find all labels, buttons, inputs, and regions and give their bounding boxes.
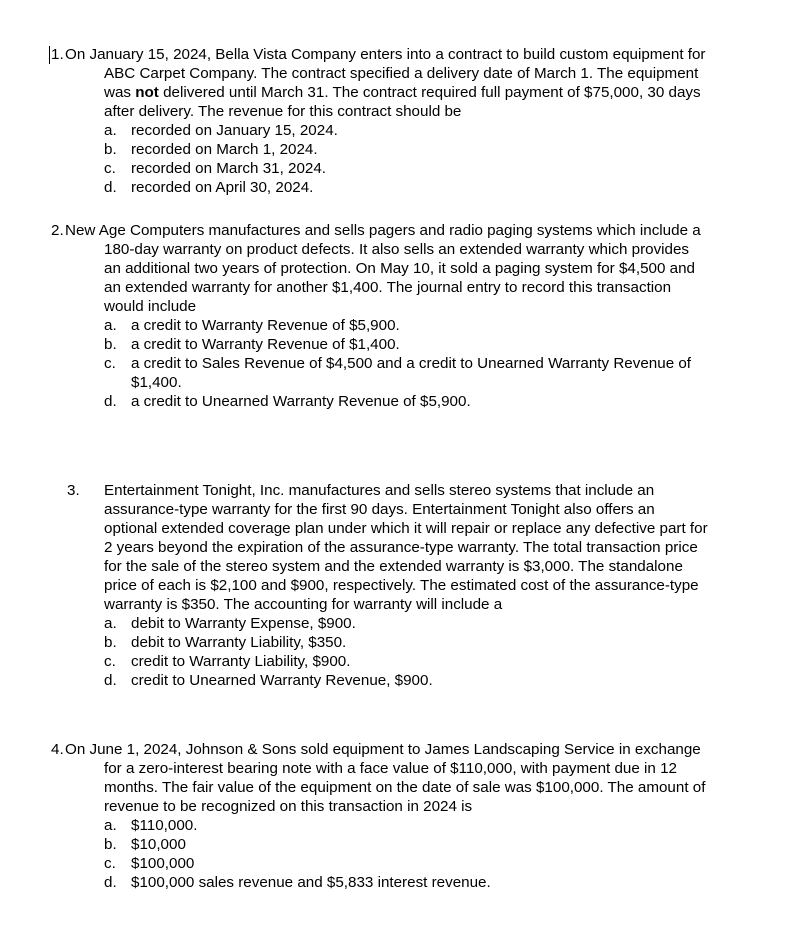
text-cursor — [49, 46, 50, 64]
question-stem-line: assurance-type warranty for the first 90 days. Entertainment Tonight also offers an — [104, 501, 655, 518]
question-stem-line: would include — [104, 298, 197, 315]
question-stem-line: months. The fair value of the equipment on the date of sale was $100,000. The amount of — [104, 779, 706, 796]
emphasis-not: not — [135, 84, 159, 101]
question-stem-line: New Age Computers manufactures and sells pagers and radio paging systems which include a — [65, 222, 701, 239]
question-stem-line: 2 years beyond the expiration of the assurance-type warranty. The total transaction price — [104, 539, 698, 556]
question-stem-line: ABC Carpet Company. The contract specified a delivery date of March 1. The equipment — [104, 65, 699, 82]
question-stem-line: Entertainment Tonight, Inc. manufactures and sells stereo systems that include an — [104, 482, 655, 499]
question-stem-line: for a zero-interest bearing note with a face value of $110,000, with payment due in 12 — [104, 760, 677, 777]
question-stem-line: for the sale of the stereo system and the extended warranty is $3,000. The standalone — [104, 558, 683, 575]
question-number: 2. — [51, 222, 64, 239]
question-stem-line: an additional two years of protection. On May 10, it sold a paging system for $4,500 and — [104, 260, 695, 277]
question-stem-line: 180-day warranty on product defects. It also sells an extended warranty which provides — [104, 241, 690, 258]
question-number: 4. — [51, 741, 64, 758]
question-stem-line: was not delivered until March 31. The contract required full payment of $75,000, 30 days — [104, 84, 701, 101]
question-stem-line: optional extended coverage plan under which it will repair or replace any defective part for — [104, 520, 708, 537]
question-stem-line: after delivery. The revenue for this contract should be — [104, 103, 462, 120]
question-number: 3. — [67, 482, 80, 499]
question-stem-line: price of each is $2,100 and $900, respectively. The estimated cost of the assurance-type — [104, 577, 699, 594]
question-number: 1. — [51, 46, 64, 63]
question-stem-line: an extended warranty for another $1,400. The journal entry to record this transaction — [104, 279, 672, 296]
question-stem-line: revenue to be recognized on this transaction in 2024 is — [104, 798, 473, 815]
question-stem-line: On June 1, 2024, Johnson & Sons sold equipment to James Landscaping Service in exchange — [65, 741, 701, 758]
question-stem-line: On January 15, 2024, Bella Vista Company enters into a contract to build custom equipment for — [65, 46, 706, 63]
question-stem-line: warranty is $350. The accounting for warranty will include a — [104, 596, 503, 613]
